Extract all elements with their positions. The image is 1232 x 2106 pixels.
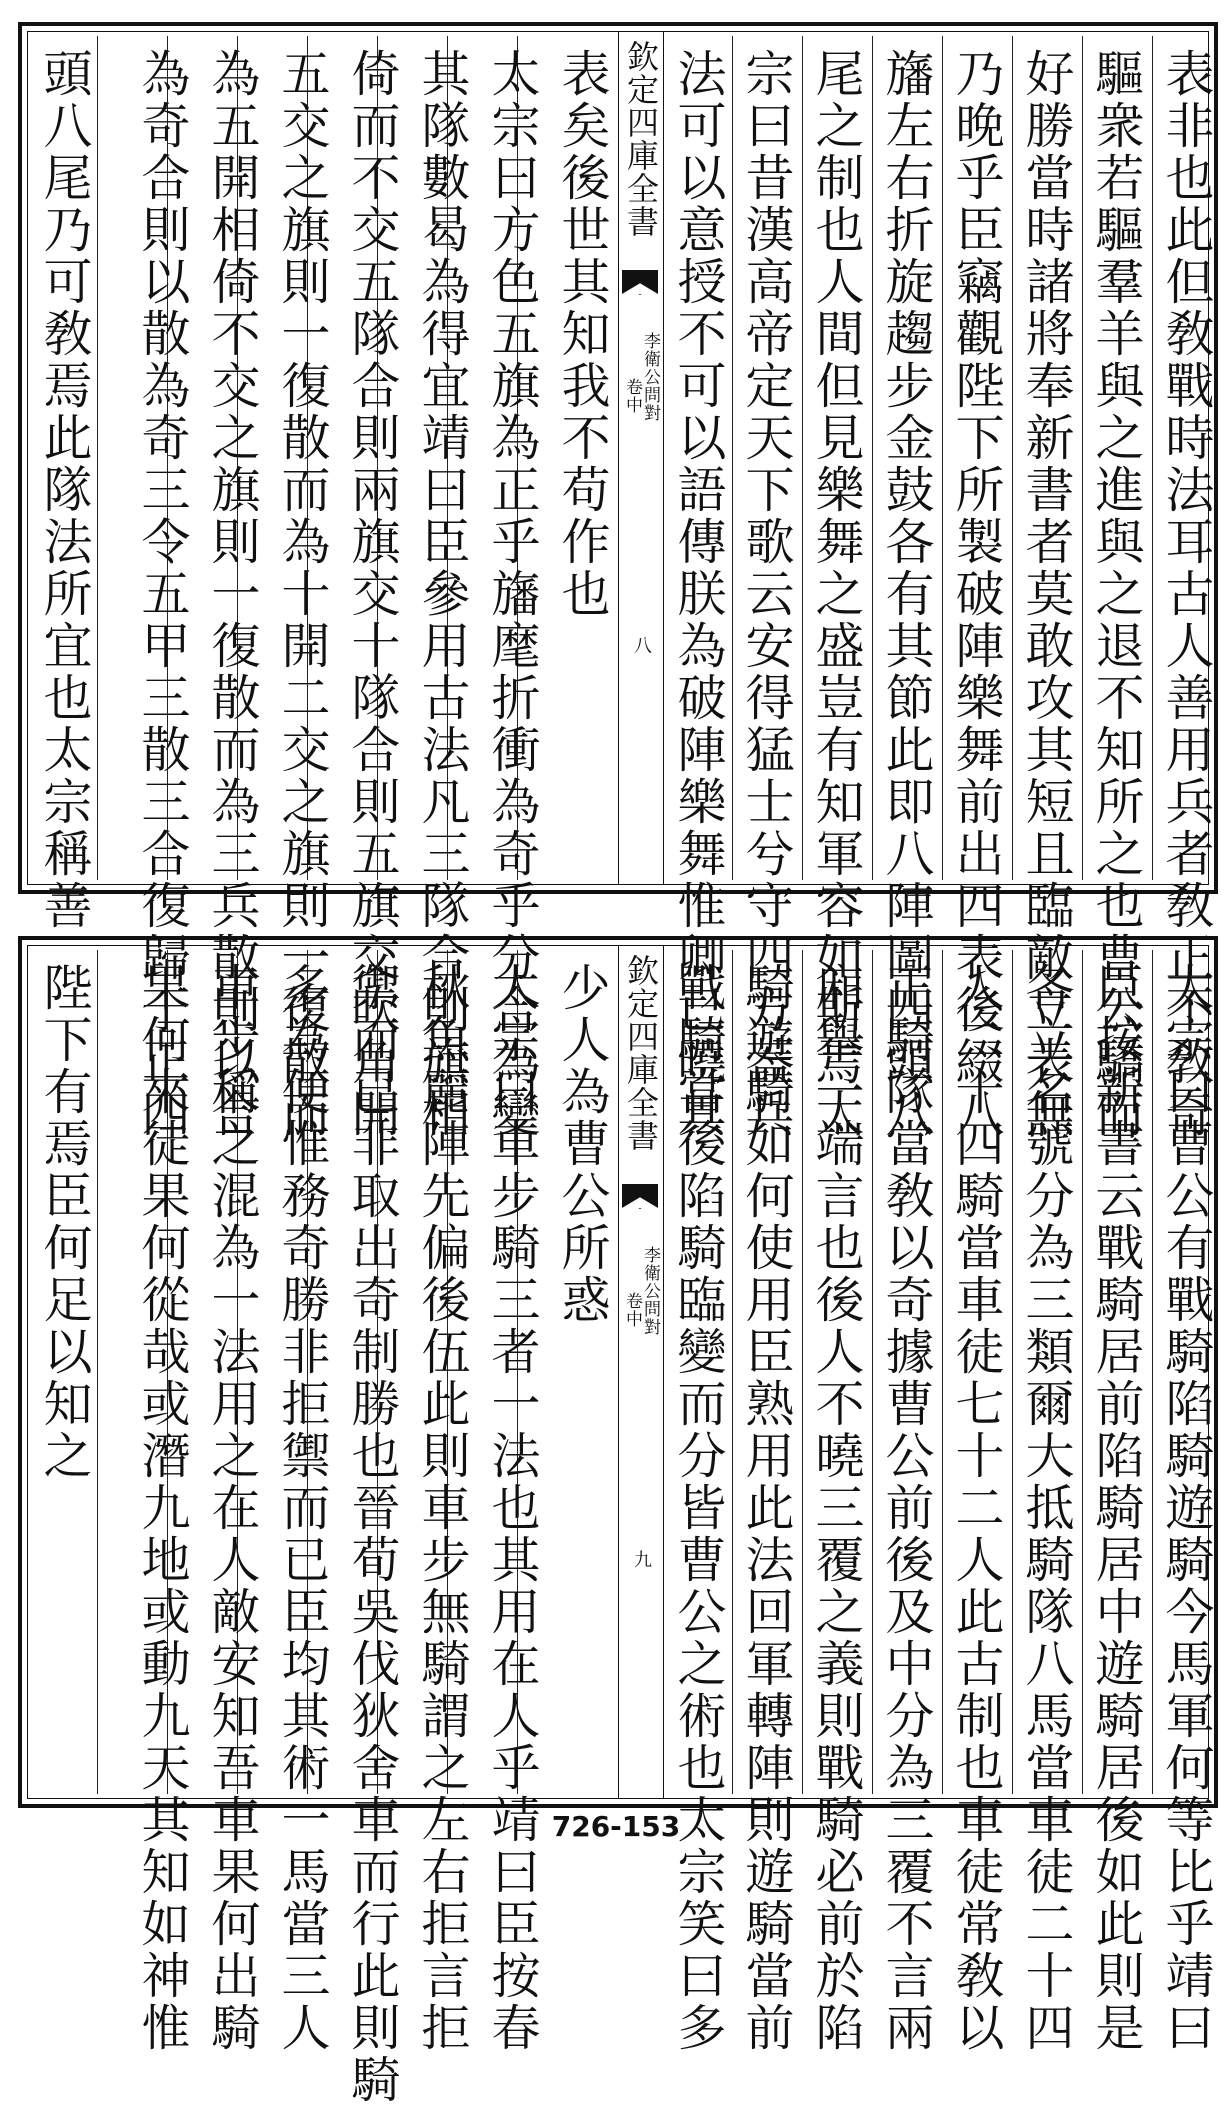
text-column: 多為便惟務奇勝非拒禦而已臣均其術一馬當三人 — [274, 962, 331, 2054]
text-column: 騎遊騎如何使用臣熟用此法回軍轉陣則遊騎當前 — [738, 962, 795, 2054]
column-rule — [802, 36, 803, 880]
text-column: 為奇合則以散為奇三令五甲三散三合復歸于正四 — [134, 48, 191, 1140]
column-rule — [1082, 950, 1083, 1794]
upper-leaf — [18, 22, 1218, 1140]
upper-leaf-inner-frame — [27, 31, 1215, 1140]
text-column: 太宗曰方色五旗為正乎旛麾折衝為奇乎分合為變 — [484, 48, 541, 1140]
text-column: 旛左右折旋趨步金鼓各有其節此即八陣圖四頭八 — [878, 48, 935, 1140]
page-code: 726-153 — [551, 1810, 681, 1843]
column-rule — [1152, 950, 1153, 1794]
column-rule — [872, 36, 873, 880]
text-column: 果何來徒果何從哉或潛九地或動九天其知如神惟 — [134, 962, 191, 2054]
column-rule — [872, 950, 873, 1794]
text-column: 宗曰昔漢高帝定天下歌云安得猛士兮守四方葢兵 — [738, 48, 795, 1140]
juan-label: 卷中 — [622, 1292, 642, 1328]
column-rule — [802, 950, 803, 1794]
column-rule — [1082, 36, 1083, 880]
text-column: 太宗曰車步騎三者一法也其用在人乎靖曰臣按春 — [484, 962, 541, 2054]
column-rule — [97, 36, 98, 880]
text-column: 秋魚麗陣先偏後伍此則車步無騎謂之左右拒言拒 — [414, 962, 471, 2054]
text-column: 臣按新書云戰騎居前陷騎居中遊騎居後如此則是 — [1088, 962, 1145, 2054]
text-column: 廂舉一端言也後人不曉三覆之義則戰騎必前於陷 — [808, 962, 865, 2054]
text-column: 人二十四騎當車徒七十二人此古制也車徒常敎以 — [948, 962, 1005, 2054]
text-column: 驅衆若驅羣羊與之進與之退不知所之也曹公驕而 — [1088, 48, 1145, 1140]
text-column: 乃晚乎臣竊觀陛下所製破陣樂舞前出四表後綴八 — [948, 48, 1005, 1140]
text-column: 頭八尾乃可敎焉此隊法所宜也太宗稱善 — [36, 48, 93, 932]
text-column: 表矣後世其知我不苟作也 — [554, 48, 611, 620]
center-fold — [618, 946, 664, 1798]
text-column: 太宗曰曹公有戰騎陷騎遊騎今馬軍何等比乎靖曰 — [1158, 962, 1215, 2054]
text-column: 車步稱之混為一法用之在人敵安知吾車果何出騎 — [204, 962, 261, 2054]
fishtail-line-icon — [622, 1208, 658, 1219]
text-column: 陛下有焉臣何足以知之 — [36, 962, 93, 1482]
column-rule — [1152, 36, 1153, 880]
text-column: 為五開相倚不交之旗則一復散而為三兵散則以合 — [204, 48, 261, 1140]
text-column: 表非也此但敎戰時法耳古人善用兵者敎正不敎奇 — [1158, 48, 1215, 1140]
column-rule — [942, 36, 943, 880]
juan-label: 卷中 — [622, 378, 642, 414]
column-rule — [1012, 950, 1013, 1794]
column-rule — [1012, 36, 1013, 880]
folio-number: 九 — [631, 1550, 652, 1568]
text-column: 其隊數曷為得宜靖曰臣參用古法凡三隊合則旗相 — [414, 48, 471, 1140]
text-column: 禦而已非取出奇制勝也晉荀吳伐狄舍車而行此則騎 — [344, 962, 401, 2106]
column-rule — [732, 36, 733, 880]
text-column: 正騎隊當敎以奇據曹公前後及中分為三覆不言兩 — [878, 962, 935, 2054]
collection-title: 欽定四庫全書 — [622, 954, 660, 1152]
column-rule — [97, 950, 98, 1794]
text-column: 好勝當時諸將奉新書者莫敢攻其短且臨敵立表無 — [1018, 48, 1075, 1140]
text-column: 倚而不交五隊合則兩旗交十隊合則五旗交吹角開 — [344, 48, 401, 1140]
fishtail-line-icon — [622, 294, 658, 305]
center-fold — [618, 32, 664, 884]
text-column: 法可以意授不可以語傳朕為破陣樂舞惟卿已曉其 — [670, 48, 727, 1140]
text-column: 少人為曹公所惑 — [554, 962, 611, 1326]
text-column: 戰騎當後陷騎臨變而分皆曹公之術也太宗笑曰多 — [670, 962, 727, 2054]
folio-number: 八 — [631, 636, 652, 654]
column-rule — [942, 950, 943, 1794]
text-column: 尾之制也人間但見樂舞之盛豈有知軍容如斯焉太 — [808, 48, 865, 1140]
book-title: 李衛公問對 — [640, 332, 660, 422]
collection-title: 欽定四庫全書 — [622, 40, 660, 238]
fishtail-mark-icon — [622, 270, 658, 294]
book-title: 李衛公問對 — [640, 1246, 660, 1336]
text-column: 五交之旗則一復散而為十開二交之旗則一復散而 — [274, 48, 331, 1140]
fishtail-mark-icon — [622, 1184, 658, 1208]
column-rule — [732, 950, 733, 1794]
text-column: 各立名號分為三類爾大抵騎隊八馬當車徒二十四 — [1018, 962, 1075, 2054]
